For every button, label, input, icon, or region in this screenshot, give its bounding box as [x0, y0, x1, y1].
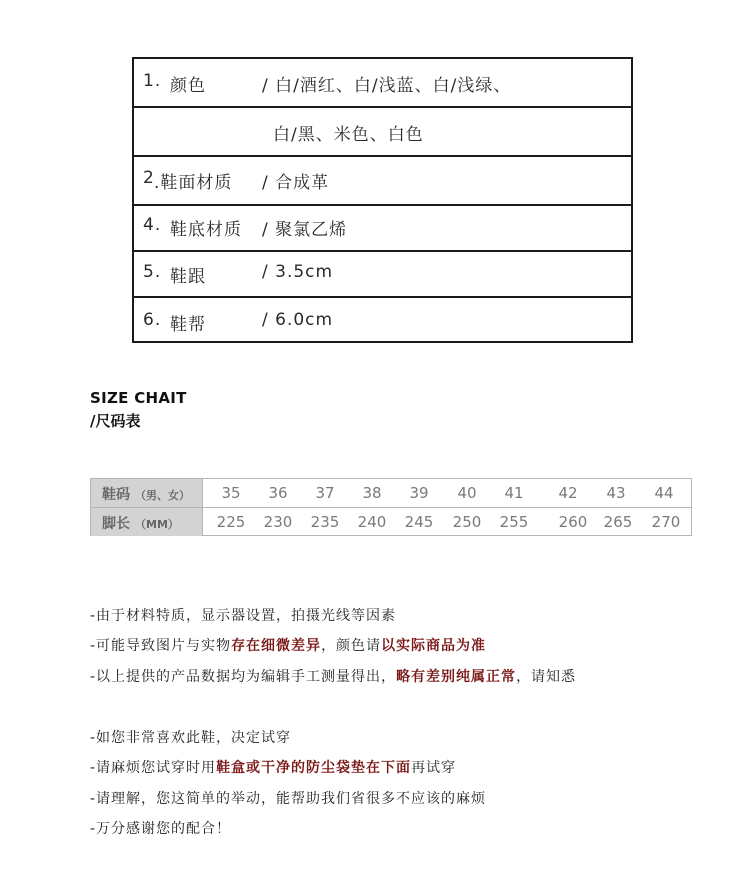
- note-line: [90, 818, 231, 838]
- row-number: 1.: [143, 71, 162, 91]
- spec-row-color-cont: [134, 108, 631, 157]
- foot-cell: 235: [310, 513, 340, 531]
- row-label: 鞋帮: [170, 315, 206, 335]
- spec-row-heel: [134, 252, 631, 298]
- size-chart-subtitle: /尺码表: [90, 412, 141, 430]
- foot-cell: 265: [603, 513, 633, 531]
- note-text: -由于材料特质，显示器设置，拍摄光线等因素: [90, 608, 397, 624]
- size-cell: 43: [606, 484, 626, 502]
- note-text: ，颜色请: [321, 638, 382, 654]
- note-highlight: 鞋盒或干净的防尘袋垫在下面: [216, 760, 412, 776]
- size-cell: 35: [221, 484, 241, 502]
- spec-table: [132, 57, 633, 343]
- note-text: -可能导致图片与实物: [90, 638, 232, 654]
- note-line: [90, 605, 396, 625]
- note-highlight: 以实际商品为准: [381, 638, 487, 654]
- size-cell: 37: [315, 484, 335, 502]
- note-text: 再试穿: [411, 760, 457, 776]
- foot-row-note: （MM）: [135, 518, 179, 531]
- note-line: [90, 635, 486, 655]
- foot-cell: 255: [499, 513, 529, 531]
- foot-cell: 230: [263, 513, 293, 531]
- row-label: .鞋面材质: [154, 173, 233, 193]
- size-row-header: [91, 479, 203, 507]
- size-cell: 44: [654, 484, 674, 502]
- note-highlight: 存在细微差异: [231, 638, 322, 654]
- foot-length-row: [91, 508, 691, 536]
- foot-cell: 250: [452, 513, 482, 531]
- note-text: ，请知悉: [516, 669, 577, 685]
- row-value: / 白/酒红、白/浅蓝、白/浅绿、: [262, 76, 512, 96]
- note-line: [90, 757, 456, 777]
- size-table: [90, 478, 692, 536]
- foot-cell: 245: [404, 513, 434, 531]
- note-highlight: 略有差别纯属正常: [396, 669, 517, 685]
- spec-row-sole-material: [134, 206, 631, 252]
- size-cell: 42: [558, 484, 578, 502]
- row-label: 颜色: [170, 76, 206, 96]
- foot-cell: 225: [216, 513, 246, 531]
- foot-row-label: 脚长: [102, 516, 130, 532]
- size-row: [91, 479, 691, 508]
- row-value: / 3.5cm: [262, 262, 334, 282]
- foot-cell: 270: [651, 513, 681, 531]
- size-cell: 38: [362, 484, 382, 502]
- spec-row-color: [134, 59, 631, 108]
- foot-cell: 240: [357, 513, 387, 531]
- row-number: 4.: [143, 215, 162, 235]
- row-value: / 合成革: [262, 173, 330, 193]
- row-label: 鞋跟: [170, 267, 206, 287]
- note-text: -请理解，您这简单的举动，能帮助我们省很多不应该的麻烦: [90, 791, 487, 807]
- size-cell: 40: [457, 484, 477, 502]
- row-number: 5.: [143, 262, 162, 282]
- row-value: / 6.0cm: [262, 310, 334, 330]
- note-line: [90, 727, 291, 747]
- row-value: / 聚氯乙烯: [262, 220, 348, 240]
- size-cell: 41: [504, 484, 524, 502]
- note-line: [90, 666, 576, 686]
- note-text: -请麻烦您试穿时用: [90, 760, 217, 776]
- note-text: -万分感谢您的配合！: [90, 821, 232, 837]
- row-number: 2: [143, 168, 155, 188]
- row-number: 6.: [143, 310, 162, 330]
- row-label: 鞋底材质: [170, 220, 242, 240]
- foot-cell: 260: [558, 513, 588, 531]
- spec-row-upper-material: [134, 157, 631, 206]
- foot-row-header: [91, 508, 203, 536]
- note-text: -如您非常喜欢此鞋，决定试穿: [90, 730, 292, 746]
- size-cell: 39: [409, 484, 429, 502]
- row-value: 白/黑、米色、白色: [273, 125, 424, 145]
- size-chart-title: SIZE CHAIT: [90, 389, 187, 407]
- spec-row-shaft: [134, 298, 631, 341]
- size-row-note: （男、女）: [135, 489, 190, 502]
- size-cell: 36: [268, 484, 288, 502]
- size-row-label: 鞋码: [102, 487, 130, 503]
- note-line: [90, 788, 486, 808]
- note-text: -以上提供的产品数据均为编辑手工测量得出，: [90, 669, 397, 685]
